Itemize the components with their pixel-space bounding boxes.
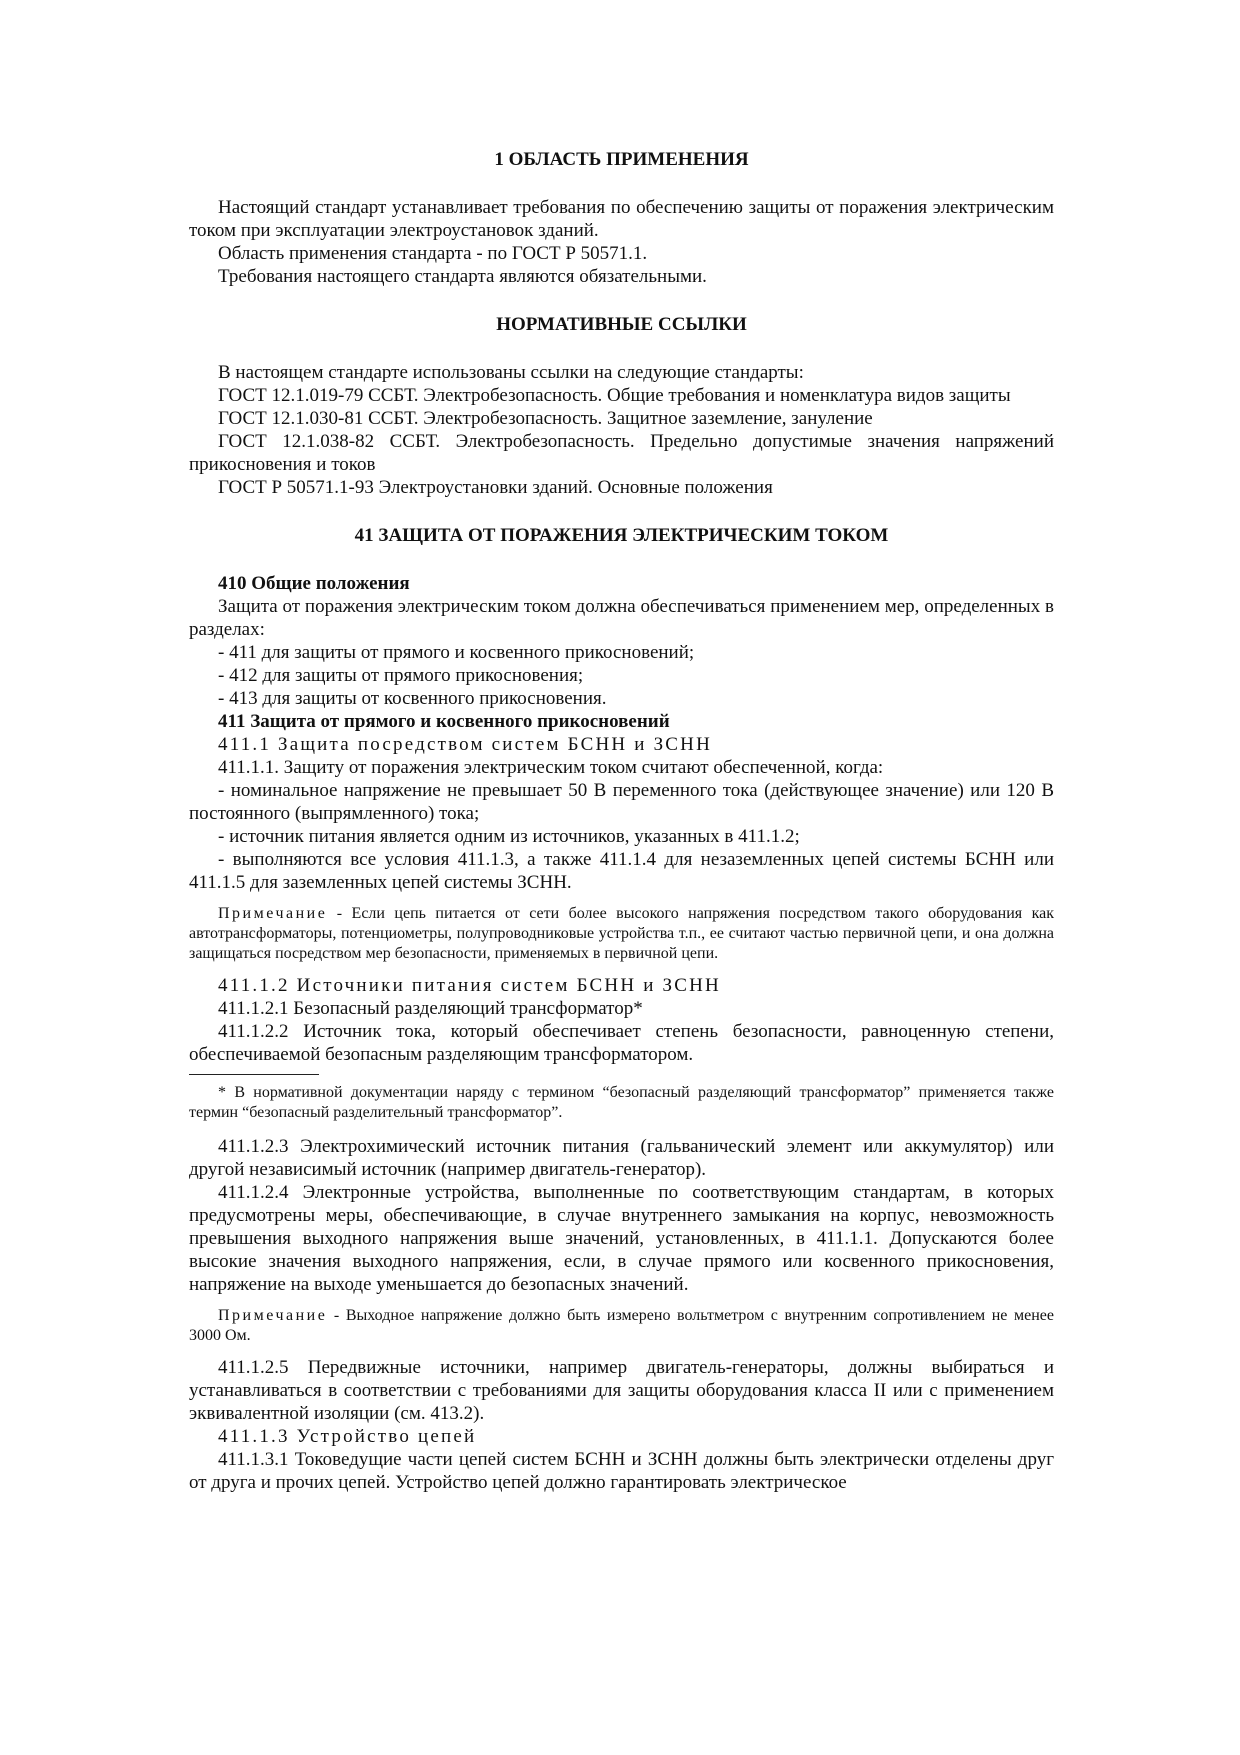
subsection-heading-411-1-2: 411.1.2 Источники питания систем БСНН и ЗСНН [218,975,721,996]
note-label: Примечание [218,905,328,922]
note-1 [189,904,1054,964]
section-title-scope: 1 ОБЛАСТЬ ПРИМЕНЕНИЯ [494,149,749,170]
note-2 [189,1306,1054,1346]
section-title-protection: 41 ЗАЩИТА ОТ ПОРАЖЕНИЯ ЭЛЕКТРИЧЕСКИМ ТОКОМ [354,525,889,546]
reference-item: ГОСТ Р 50571.1-93 Электроустановки зданий. Основные положения [218,477,773,498]
paragraph: Требования настоящего стандарта являются обязательными. [218,266,707,287]
footnote: * В нормативной документации наряду с термином “безопасный разделяющий трансформатор” применяется также термин “безопасный разделительный трансформатор”. [189,1084,1054,1121]
footnote-divider [189,1074,319,1075]
subsection-heading-411-1: 411.1 Защита посредством систем БСНН и ЗСНН [218,734,713,755]
note-text: - Выходное напряжение должно быть измерено вольтметром с внутренним сопротивлением не менее 3000 Ом. [189,1307,1054,1344]
paragraph: Область применения стандарта - по ГОСТ Р 50571.1. [218,243,648,264]
reference-item: ГОСТ 12.1.019-79 ССБТ. Электробезопасность. Общие требования и номенклатура видов защиты [218,385,1011,406]
paragraph: 411.1.2.5 Передвижные источники, например двигатель-генераторы, должны выбираться и устанавливаться в соответствии с требованиями для защиты оборудования класса II или с применением эквивалентной изоляции (см. 413.2). [189,1357,1054,1424]
list-item: - выполняются все условия 411.1.3, а также 411.1.4 для незаземленных цепей системы БСНН или 411.1.5 для заземленных цепей системы ЗСНН. [189,849,1054,893]
list-item: - 412 для защиты от прямого прикосновения; [218,665,584,686]
list-item: - 411 для защиты от прямого и косвенного прикосновений; [218,642,695,663]
paragraph: 411.1.2.3 Электрохимический источник питания (гальванический элемент или аккумулятор) или другой независимый источник (например двигатель-генератор). [189,1136,1054,1180]
list-item: - 413 для защиты от косвенного прикосновения. [218,688,607,709]
subsection-heading-411-1-3: 411.1.3 Устройство цепей [218,1426,477,1447]
list-item: - источник питания является одним из источников, указанных в 411.1.2; [218,826,800,847]
paragraph: 411.1.2.1 Безопасный разделяющий трансформатор* [218,998,643,1019]
subsection-heading-411: 411 Защита от прямого и косвенного прикосновений [218,711,670,732]
paragraph: 411.1.1. Защиту от поражения электрическим током считают обеспеченной, когда: [218,757,884,778]
paragraph: 411.1.3.1 Токоведущие части цепей систем БСНН и ЗСНН должны быть электрически отделены друг от друга и прочих цепей. Устройство цепей должно гарантировать электрическое [189,1449,1054,1493]
note-text: - Если цепь питается от сети более высокого напряжения посредством такого оборудования как автотрансформаторы, потенциометры, полупроводниковые устройства т.п., ее считают частью первичной цепи, и она должна защищаться посредством мер безопасности, применяемых в первичной цепи. [189,905,1054,962]
section-title-references: НОРМАТИВНЫЕ ССЫЛКИ [496,314,747,335]
reference-item: ГОСТ 12.1.038-82 ССБТ. Электробезопасность. Предельно допустимые значения напряжений прикосновения и токов [189,431,1054,475]
paragraph: 411.1.2.2 Источник тока, который обеспечивает степень безопасности, равноценную степени, обеспечиваемой безопасным разделяющим трансформатором. [189,1021,1054,1065]
document-page [189,148,1054,1494]
paragraph: В настоящем стандарте использованы ссылки на следующие стандарты: [218,362,804,383]
subsection-heading-410: 410 Общие положения [218,573,410,594]
list-item: - номинальное напряжение не превышает 50 В переменного тока (действующее значение) или 120 В постоянного (выпрямленного) тока; [189,780,1054,824]
paragraph: 411.1.2.4 Электронные устройства, выполненные по соответствующим стандартам, в которых предусмотрены меры, обеспечивающие, в случае внутреннего замыкания на корпус, невозможность превышения выходного напряжения выше значений, установленных, в 411.1.1. Допускаются более высокие значения выходного напряжения, если, в случае прямого или косвенного прикосновения, напряжение на выходе уменьшается до безопасных значений. [189,1182,1054,1295]
reference-item: ГОСТ 12.1.030-81 ССБТ. Электробезопасность. Защитное заземление, зануление [218,408,873,429]
note-label: Примечание [218,1307,328,1324]
paragraph: Защита от поражения электрическим током должна обеспечиваться применением мер, определенных в разделах: [189,596,1054,640]
paragraph: Настоящий стандарт устанавливает требования по обеспечению защиты от поражения электрическим током при эксплуатации электроустановок зданий. [189,197,1054,241]
